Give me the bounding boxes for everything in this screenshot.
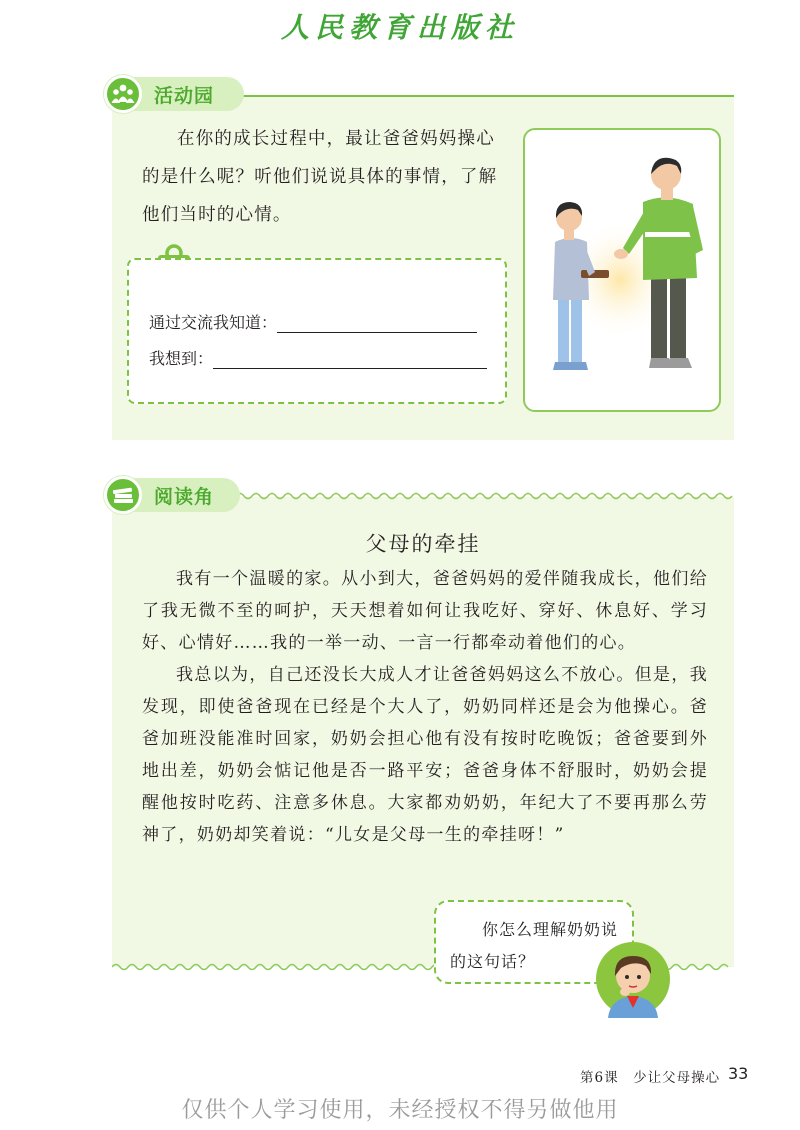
activity-badge [104, 77, 244, 111]
wavy-divider-top [236, 491, 734, 501]
bubble-question: 你怎么理解奶奶说的这句话？ [450, 920, 619, 971]
books-icon [104, 476, 142, 514]
story-paragraph-1: 我有一个温暖的家。从小到大，爸爸妈妈的爱伴随我成长，他们给了我无微不至的呵护，天天想着如何让我吃好、穿好、休息好、学习好、心情好……我的一举一动、一言一行都牵动着他们的心。 [142, 569, 708, 653]
thought-blank[interactable] [213, 351, 487, 369]
learned-blank[interactable] [277, 315, 477, 333]
group-people-icon [104, 75, 142, 113]
reflection-note-box [127, 258, 507, 404]
story-paragraph-2: 我总以为，自己还没长大成人才让爸爸妈妈这么不放心。但是，我发现，即使爸爸现在已经是个大人了，奶奶同样还是会为他操心。爸爸加班没能准时回家，奶奶会担心他有没有按时吃晚饭；爸爸要到外地出差，奶奶会惦记他是否一路平安；爸爸身体不舒服时，奶奶会提醒他按时吃药、注意多休息。大家都劝奶奶，年纪大了不要再那么劳神了，奶奶却笑着说：“儿女是父母一生的牵挂呀！” [142, 665, 708, 845]
watermark: 仅供个人学习使用，未经授权不得另做他用 [181, 1098, 619, 1123]
activity-badge-label: 活动园 [154, 85, 215, 107]
story-body [142, 563, 708, 851]
activity-intro: 在你的成长过程中，最让爸爸妈妈操心的是什么呢？听他们说说具体的事情，了解他们当时的心情。 [142, 129, 498, 225]
footer-lesson: 第6课 少让父母操心 [580, 1070, 721, 1086]
learned-line [149, 310, 477, 333]
thought-prompt: 我想到： [149, 349, 214, 368]
learned-prompt: 通过交流我知道： [149, 313, 278, 332]
story-title: 父母的牵挂 [365, 532, 481, 556]
illustration-father-son [523, 128, 721, 412]
reading-badge-label: 阅读角 [154, 486, 215, 508]
publisher-logo: 人民教育出版社 [280, 11, 519, 44]
page-number: 33 [728, 1064, 749, 1083]
thinking-boy-icon [594, 940, 672, 1018]
reading-badge [104, 478, 240, 512]
thought-line [149, 346, 487, 369]
activity-divider [232, 95, 734, 97]
